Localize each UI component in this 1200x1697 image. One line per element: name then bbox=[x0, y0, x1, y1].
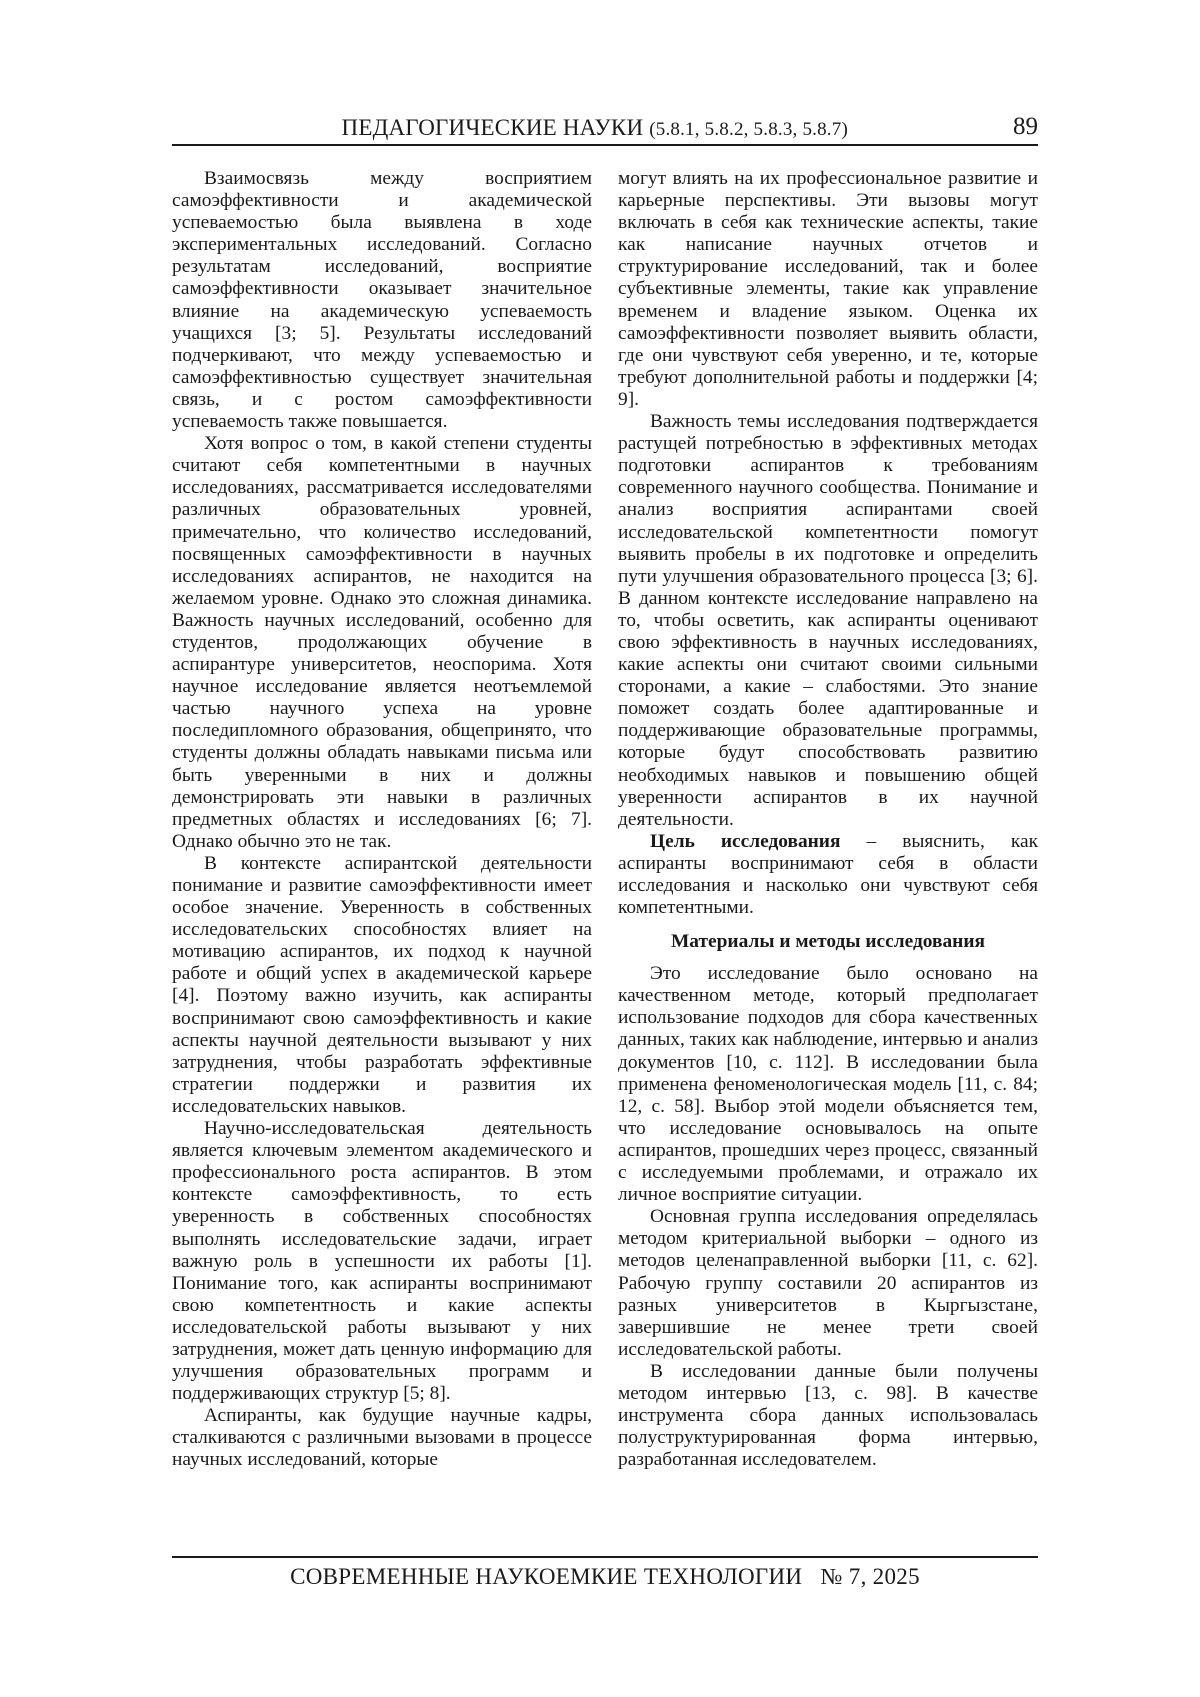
paragraph-research-goal bbox=[618, 831, 1038, 919]
paragraph-self-efficacy-performance: Взаимосвязь между восприятием самоэффективности и академической успеваемостью была выявлена в ходе экспериментальных исследований. Согласно результатам исследований, восприятие самоэффективности оказывает значительное влияние на академическую успеваемость учащихся [3; 5]. Результаты исследований подчеркивают, что между успеваемостью и самоэффективностью существует значительная связь, и с ростом самоэффективности успеваемость также повышается. bbox=[172, 168, 592, 433]
paragraph-research-competence: Хотя вопрос о том, в какой степени студенты считают себя компетентными в научных исследованиях, рассматривается исследователями различных образовательных уровней, примечательно, что количество исследований, посвященных самоэффективности в научных исследованиях аспирантов, не находится на желаемом уровне. Однако это сложная динамика. Важность научных исследований, особенно для студентов, продолжающих обучение в аспирантуре университетов, неоспорима. Хотя научное исследование является неотъемлемой частью научного успеха на уровне последипломного образования, общепринято, что студенты должны обладать навыками письма или быть уверенными в них и должны демонстрировать эти навыки в различных предметных областях и исследованиях [6; 7]. Однако обычно это не так. bbox=[172, 433, 592, 852]
goal-label: Цель исследования bbox=[650, 830, 841, 852]
section-heading-methods: Материалы и методы исследования bbox=[671, 931, 985, 953]
paragraph-topic-importance: Важность темы исследования подтверждается растущей потребностью в эффективных методах подготовки аспирантов к требованиям современного научного сообщества. Понимание и анализ восприятия аспирантами своей исследовательской компетентности помогут выявить пробелы в их подготовке и определить пути улучшения образовательного процесса [3; 6]. В данном контексте исследование направлено на то, чтобы осветить, как аспиранты оценивают свою эффективность в научных исследованиях, какие аспекты они считают своими сильными сторонами, а какие – слабостями. Это знание поможет создать более адаптированные и поддерживающие образовательные программы, которые будут способствовать развитию необходимых навыков и повышению общей уверенности аспирантов в их научной деятельности. bbox=[618, 411, 1038, 830]
journal-name: СОВРЕМЕННЫЕ НАУКОЕМКИЕ ТЕХНОЛОГИИ bbox=[290, 1564, 803, 1589]
page-number: 89 bbox=[1013, 113, 1038, 140]
section-name: ПЕДАГОГИЧЕСКИЕ НАУКИ bbox=[341, 115, 644, 140]
paragraph-qualitative-method: Это исследование было основано на качественном методе, который предполагает использование подходов для сбора качественных данных, таких как наблюдение, интервью и анализ документов [10, с. 112]. В исследовании была применена феноменологическая модель [11, с. 84; 12, с. 58]. Выбор этой модели объясняется тем, что исследование основывалось на опыте аспирантов, прошедших через процесс, связанный с исследуемыми проблемами, и отражало их личное восприятие ситуации. bbox=[618, 963, 1038, 1206]
issue-number: № 7, 2025 bbox=[820, 1564, 920, 1589]
paragraph-sample-group: Основная группа исследования определялась методом критериальной выборки – одного из методов целенаправленной выборки [11, с. 62]. Рабочую группу составили 20 аспирантов из разных университетов в Кыргызстане, завершившие не менее трети своей исследовательской работы. bbox=[618, 1206, 1038, 1360]
paragraph-research-activity: Научно-исследовательская деятельность является ключевым элементом академического и профессионального роста аспирантов. В этом контексте самоэффективность, то есть уверенность в собственных способностях выполнять исследовательские задачи, играет важную роль в успешности их работы [1]. Понимание того, как аспиранты воспринимают свою компетентность и какие аспекты исследовательской работы вызывают у них затруднения, может дать ценную информацию для улучшения образовательных программ и поддерживающих структур [5; 8]. bbox=[172, 1118, 592, 1405]
right-column bbox=[618, 168, 1038, 1471]
running-header bbox=[172, 108, 1038, 146]
paragraph-challenges-start: Аспиранты, как будущие научные кадры, сталкиваются с различными вызовами в процессе научных исследований, которые bbox=[172, 1405, 592, 1471]
section-codes: (5.8.1, 5.8.2, 5.8.3, 5.8.7) bbox=[649, 119, 848, 140]
section-title bbox=[342, 115, 848, 141]
paragraph-postgraduate-context: В контексте аспирантской деятельности понимание и развитие самоэффективности имеет особое значение. Уверенность в собственных исследовательских способностях влияет на мотивацию аспирантов, их подход к научной работе и общий успех в академической карьере [4]. Поэтому важно изучить, как аспиранты воспринимают свою самоэффективность и какие аспекты научной деятельности вызывают у них затруднения, чтобы разработать эффективные стратегии поддержки и развития их исследовательских навыков. bbox=[172, 852, 592, 1117]
paragraph-challenges-continued: могут влиять на их профессиональное развитие и карьерные перспективы. Эти вызовы могут включать в себя как технические аспекты, такие как написание научных отчетов и структурирование исследований, так и более субъективные элементы, такие как управление временем и владение языком. Оценка их самоэффективности позволяет выявить области, где они чувствуют себя уверенно, и те, которые требуют дополнительной работы и поддержки [4; 9]. bbox=[618, 168, 1038, 410]
running-footer bbox=[172, 1556, 1038, 1590]
left-column bbox=[172, 168, 592, 1472]
paragraph-data-collection: В исследовании данные были получены методом интервью [13, с. 98]. В качестве инструмента сбора данных использовалась полуструктурированная форма интервью, разработанная исследователем. bbox=[618, 1360, 1038, 1471]
goal-text: – выяснить, как аспиранты воспринимают себя в области исследования и насколько они чувствуют себя компетентными. bbox=[618, 830, 1038, 919]
